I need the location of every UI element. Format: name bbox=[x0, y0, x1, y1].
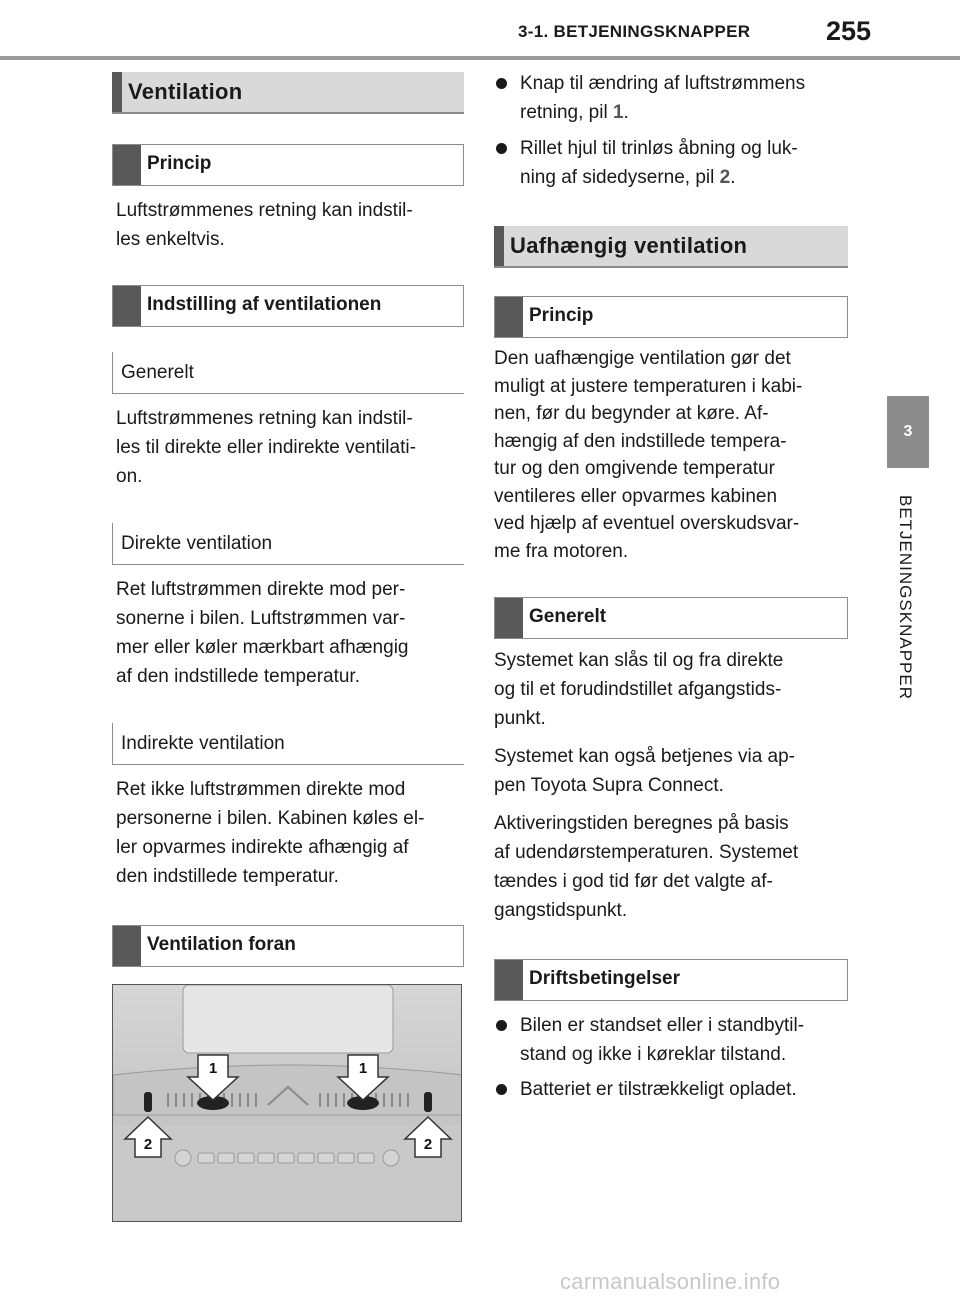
bullet-standset bbox=[494, 1011, 850, 1069]
bullet-dot bbox=[496, 1084, 507, 1095]
heading-bar bbox=[494, 226, 504, 266]
subheading-bar bbox=[113, 926, 141, 966]
subheading-bar bbox=[113, 145, 141, 185]
bullet-dot bbox=[496, 1020, 507, 1031]
subheading-text: Indstilling af ventilationen bbox=[147, 294, 382, 315]
side-wheel-left bbox=[144, 1092, 152, 1112]
minor-heading-direkte bbox=[112, 523, 464, 565]
arrow-label-2b: 2 bbox=[423, 1136, 433, 1153]
minor-heading-indirekte bbox=[112, 723, 464, 765]
watermark: carmanualsonline.info bbox=[560, 1269, 781, 1294]
arrow-number: 2 bbox=[719, 167, 731, 188]
bullet-text: Batteriet er tilstrækkeligt opladet. bbox=[520, 1079, 797, 1100]
paragraph-generelt: Luftstrømmenes retning kan indstil- les til direkte eller indirekte ventilati- on. bbox=[116, 408, 416, 487]
heading-text: Uafhængig ventilation bbox=[510, 233, 748, 258]
minor-heading-text: Direkte ventilation bbox=[121, 533, 273, 554]
paragraph-indirekte: Ret ikke luftstrømmen direkte mod personerne i bilen. Kabinen køles el- ler opvarmes indirekte afhængig af den indstillede temperatur. bbox=[116, 779, 425, 887]
subheading-princip-right bbox=[494, 296, 848, 338]
subheading-drift bbox=[494, 959, 848, 1001]
dashboard-vents-illustration bbox=[112, 984, 462, 1222]
chapter-tab: 3 bbox=[887, 396, 929, 468]
bullet-text: Rillet hjul til trinløs åbning og luk- ning af sidedyserne, pil bbox=[520, 138, 798, 188]
arrow-label-1b: 1 bbox=[358, 1060, 368, 1077]
section-header: 3-1. BETJENINGSKNAPPER bbox=[518, 22, 751, 41]
minor-heading-generelt bbox=[112, 352, 464, 394]
page-number: 255 bbox=[826, 16, 872, 46]
bullet-text: Bilen er standset eller i standbytil- stand og ikke i køreklar tilstand. bbox=[520, 1015, 805, 1065]
subheading-bar bbox=[495, 598, 523, 638]
paragraph-generelt-3: Aktiveringstiden beregnes på basis af udendørstemperaturen. Systemet tændes i god tid før det valgte af- gangstidspunkt. bbox=[494, 813, 799, 921]
arrow-label-2a: 2 bbox=[143, 1136, 153, 1153]
arrow-number: 1 bbox=[612, 102, 624, 123]
heading-uafhaengig bbox=[494, 226, 848, 268]
subheading-bar bbox=[495, 297, 523, 337]
paragraph-generelt-1: Systemet kan slås til og fra direkte og til et forudindstillet afgangstids- punkt. bbox=[494, 650, 784, 729]
bullet-hjul: Rillet hjul til trinløs åbning og luk- ning af sidedyserne, pil 2. bbox=[494, 134, 850, 192]
header-rule bbox=[0, 56, 960, 60]
bullet-batteri bbox=[494, 1075, 850, 1104]
dashboard-vents-drawing bbox=[113, 985, 462, 1222]
dashboard-band bbox=[113, 1065, 462, 1115]
subheading-bar bbox=[495, 960, 523, 1000]
subheading-text: Princip bbox=[529, 305, 594, 326]
subheading-text: Ventilation foran bbox=[147, 934, 296, 955]
subheading-text: Driftsbetingelser bbox=[529, 968, 680, 989]
minor-heading-text: Indirekte ventilation bbox=[121, 733, 285, 754]
chapter-side-label: BETJENINGSKNAPPER bbox=[896, 495, 915, 700]
side-wheel-right bbox=[424, 1092, 432, 1112]
bullet-knap: Knap til ændring af luftstrømmens retning, pil 1. bbox=[494, 69, 850, 127]
paragraph-princip: Luftstrømmenes retning kan indstil- les enkeltvis. bbox=[116, 200, 413, 250]
subheading-text: Princip bbox=[147, 153, 212, 174]
paragraph-princip-right: Den uafhængige ventilation gør det muligt at justere temperaturen i kabi- nen, før du begynder at køre. Af- hængig af den indstillede tempera- tur og den omgivende temperatur ventileres eller opvarmes kabinen ved hjælp af eventuel overskudsvar- me fra motoren. bbox=[494, 348, 803, 562]
minor-heading-text: Generelt bbox=[121, 362, 194, 383]
subheading-princip bbox=[112, 144, 464, 186]
paragraph-direkte: Ret luftstrømmen direkte mod per- sonerne i bilen. Luftstrømmen var- mer eller køler mærkbart afhængig af den indstillede temperatur. bbox=[116, 579, 409, 687]
heading-text: Ventilation bbox=[128, 79, 243, 104]
heading-bar bbox=[112, 72, 122, 112]
subheading-foran bbox=[112, 925, 464, 967]
subheading-indstilling bbox=[112, 285, 464, 327]
paragraph-generelt-2: Systemet kan også betjenes via ap- pen Toyota Supra Connect. bbox=[494, 746, 796, 796]
subheading-generelt-right bbox=[494, 597, 848, 639]
arrow-label-1a: 1 bbox=[208, 1060, 218, 1077]
bullet-dot bbox=[496, 78, 507, 89]
subheading-bar bbox=[113, 286, 141, 326]
bullet-dot bbox=[496, 143, 507, 154]
bullet-text: Knap til ændring af luftstrømmens retning, pil bbox=[520, 73, 806, 123]
subheading-text: Generelt bbox=[529, 606, 607, 627]
display-screen bbox=[183, 985, 393, 1053]
heading-ventilation bbox=[112, 72, 464, 114]
